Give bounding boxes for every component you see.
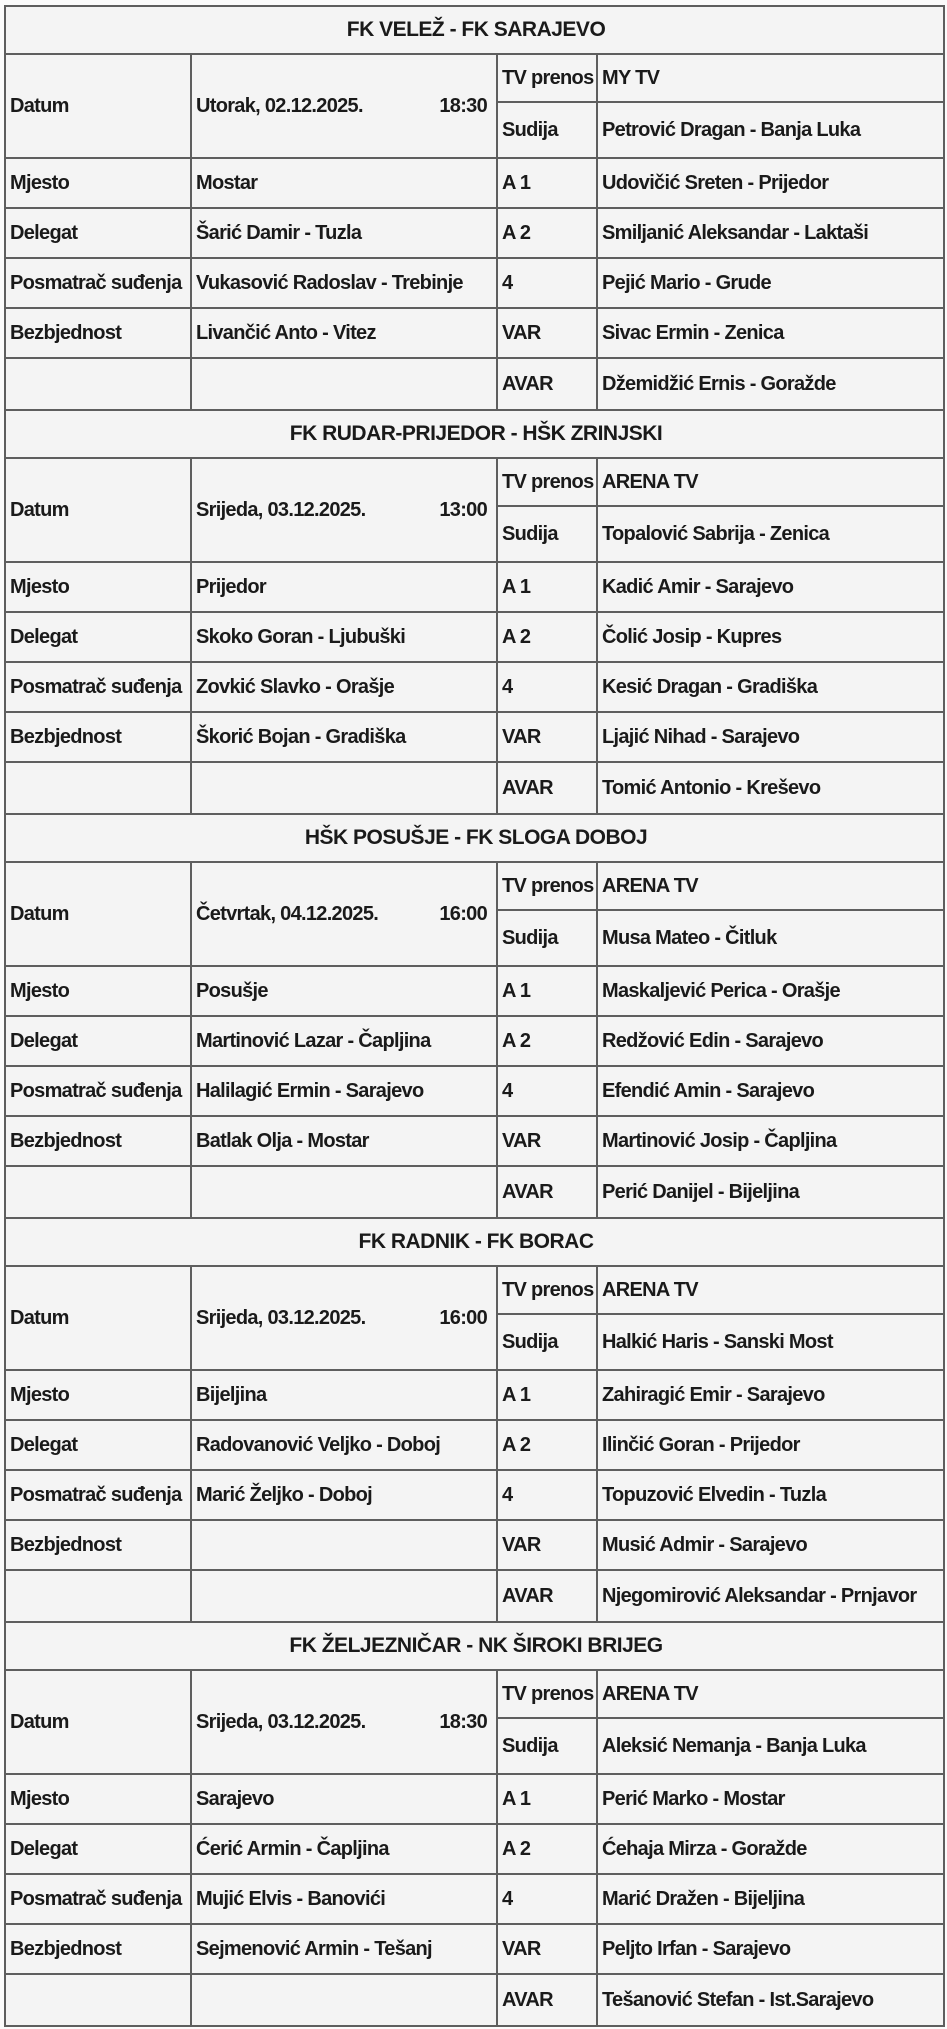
match-date-cell — [191, 1266, 497, 1370]
empty-cell — [5, 1974, 191, 2026]
tv-channel: ARENA TV — [597, 1670, 944, 1718]
row-label-delegat: Delegat — [5, 1420, 191, 1470]
empty-cell — [5, 358, 191, 410]
security-name: Sejmenović Armin - Tešanj — [191, 1924, 497, 1974]
role-label-var: VAR — [497, 1116, 597, 1166]
row-label-posmatrac: Posmatrač suđenja — [5, 662, 191, 712]
row-label-posmatrac: Posmatrač suđenja — [5, 1470, 191, 1520]
avar-official-name: Njegomirović Aleksandar - Prnjavor — [597, 1570, 944, 1622]
role-label-var: VAR — [497, 1924, 597, 1974]
match-title: FK RADNIK - FK BORAC — [5, 1218, 944, 1266]
venue-city: Posušje — [191, 966, 497, 1016]
match-date-cell — [191, 458, 497, 562]
role-label-avar: AVAR — [497, 1974, 597, 2026]
security-name: Batlak Olja - Mostar — [191, 1116, 497, 1166]
role-label-tv-prenos: TV prenos — [497, 862, 597, 910]
role-label-a1: A 1 — [497, 1774, 597, 1824]
fourth-official-name: Pejić Mario - Grude — [597, 258, 944, 308]
row-label-mjesto: Mjesto — [5, 562, 191, 612]
match-time: 18:30 — [439, 1710, 487, 1733]
row-label-bezbjednost: Bezbjednost — [5, 1520, 191, 1570]
row-label-mjesto: Mjesto — [5, 966, 191, 1016]
row-label-delegat: Delegat — [5, 612, 191, 662]
var-official-name: Martinović Josip - Čapljina — [597, 1116, 944, 1166]
match-date: Srijeda, 03.12.2025. — [196, 1710, 366, 1733]
match-title: HŠK POSUŠJE - FK SLOGA DOBOJ — [5, 814, 944, 862]
row-label-posmatrac: Posmatrač suđenja — [5, 258, 191, 308]
role-label-fourth: 4 — [497, 1470, 597, 1520]
role-label-fourth: 4 — [497, 662, 597, 712]
match-date-cell — [191, 862, 497, 966]
row-label-datum: Datum — [5, 1670, 191, 1774]
assistant1-name: Perić Marko - Mostar — [597, 1774, 944, 1824]
tv-channel: ARENA TV — [597, 458, 944, 506]
tv-channel: ARENA TV — [597, 1266, 944, 1314]
role-label-var: VAR — [497, 308, 597, 358]
row-label-delegat: Delegat — [5, 1824, 191, 1874]
role-label-var: VAR — [497, 1520, 597, 1570]
avar-official-name: Džemidžić Ernis - Goražde — [597, 358, 944, 410]
referee-name: Musa Mateo - Čitluk — [597, 910, 944, 966]
delegate-name: Skoko Goran - Ljubuški — [191, 612, 497, 662]
role-label-fourth: 4 — [497, 1066, 597, 1116]
match-date: Četvrtak, 04.12.2025. — [196, 902, 379, 925]
role-label-fourth: 4 — [497, 258, 597, 308]
empty-cell — [191, 1570, 497, 1622]
assistant1-name: Maskaljević Perica - Orašje — [597, 966, 944, 1016]
match-date-cell — [191, 54, 497, 158]
row-label-mjesto: Mjesto — [5, 1774, 191, 1824]
observer-name: Zovkić Slavko - Orašje — [191, 662, 497, 712]
delegate-name: Šarić Damir - Tuzla — [191, 208, 497, 258]
observer-name: Halilagić Ermin - Sarajevo — [191, 1066, 497, 1116]
fourth-official-name: Topuzović Elvedin - Tuzla — [597, 1470, 944, 1520]
var-official-name: Peljto Irfan - Sarajevo — [597, 1924, 944, 1974]
role-label-fourth: 4 — [497, 1874, 597, 1924]
observer-name: Mujić Elvis - Banovići — [191, 1874, 497, 1924]
role-label-a1: A 1 — [497, 1370, 597, 1420]
row-label-delegat: Delegat — [5, 1016, 191, 1066]
role-label-sudija: Sudija — [497, 102, 597, 158]
row-label-bezbjednost: Bezbjednost — [5, 1116, 191, 1166]
fourth-official-name: Marić Dražen - Bijeljina — [597, 1874, 944, 1924]
fixtures-table — [4, 5, 945, 2027]
role-label-tv-prenos: TV prenos — [497, 1266, 597, 1314]
role-label-var: VAR — [497, 712, 597, 762]
security-name: Škorić Bojan - Gradiška — [191, 712, 497, 762]
role-label-sudija: Sudija — [497, 1314, 597, 1370]
role-label-tv-prenos: TV prenos — [497, 54, 597, 102]
delegate-name: Ćerić Armin - Čapljina — [191, 1824, 497, 1874]
role-label-a1: A 1 — [497, 158, 597, 208]
empty-cell — [191, 358, 497, 410]
row-label-datum: Datum — [5, 458, 191, 562]
role-label-a2: A 2 — [497, 1420, 597, 1470]
row-label-posmatrac: Posmatrač suđenja — [5, 1066, 191, 1116]
assistant1-name: Kadić Amir - Sarajevo — [597, 562, 944, 612]
role-label-sudija: Sudija — [497, 1718, 597, 1774]
role-label-a2: A 2 — [497, 1824, 597, 1874]
role-label-tv-prenos: TV prenos — [497, 1670, 597, 1718]
role-label-a2: A 2 — [497, 208, 597, 258]
empty-cell — [5, 762, 191, 814]
role-label-sudija: Sudija — [497, 506, 597, 562]
assistant2-name: Čolić Josip - Kupres — [597, 612, 944, 662]
empty-cell — [5, 1570, 191, 1622]
referee-name: Topalović Sabrija - Zenica — [597, 506, 944, 562]
venue-city: Prijedor — [191, 562, 497, 612]
tv-channel: ARENA TV — [597, 862, 944, 910]
row-label-mjesto: Mjesto — [5, 158, 191, 208]
role-label-avar: AVAR — [497, 1166, 597, 1218]
match-date: Srijeda, 03.12.2025. — [196, 498, 366, 521]
referee-name: Petrović Dragan - Banja Luka — [597, 102, 944, 158]
delegate-name: Radovanović Veljko - Doboj — [191, 1420, 497, 1470]
venue-city: Bijeljina — [191, 1370, 497, 1420]
observer-name: Marić Željko - Doboj — [191, 1470, 497, 1520]
fourth-official-name: Kesić Dragan - Gradiška — [597, 662, 944, 712]
assistant1-name: Udovičić Sreten - Prijedor — [597, 158, 944, 208]
match-time: 13:00 — [439, 498, 487, 521]
assistant2-name: Ilinčić Goran - Prijedor — [597, 1420, 944, 1470]
role-label-avar: AVAR — [497, 762, 597, 814]
row-label-datum: Datum — [5, 862, 191, 966]
row-label-bezbjednost: Bezbjednost — [5, 308, 191, 358]
role-label-a1: A 1 — [497, 562, 597, 612]
role-label-a1: A 1 — [497, 966, 597, 1016]
empty-cell — [191, 1166, 497, 1218]
assistant1-name: Zahiragić Emir - Sarajevo — [597, 1370, 944, 1420]
assistant2-name: Redžović Edin - Sarajevo — [597, 1016, 944, 1066]
role-label-tv-prenos: TV prenos — [497, 458, 597, 506]
avar-official-name: Tešanović Stefan - Ist.Sarajevo — [597, 1974, 944, 2026]
match-date-cell — [191, 1670, 497, 1774]
assistant2-name: Smiljanić Aleksandar - Laktaši — [597, 208, 944, 258]
role-label-avar: AVAR — [497, 358, 597, 410]
match-date: Srijeda, 03.12.2025. — [196, 1306, 366, 1329]
row-label-posmatrac: Posmatrač suđenja — [5, 1874, 191, 1924]
role-label-a2: A 2 — [497, 1016, 597, 1066]
row-label-bezbjednost: Bezbjednost — [5, 712, 191, 762]
referee-name: Aleksić Nemanja - Banja Luka — [597, 1718, 944, 1774]
var-official-name: Sivac Ermin - Zenica — [597, 308, 944, 358]
tv-channel: MY TV — [597, 54, 944, 102]
var-official-name: Ljajić Nihad - Sarajevo — [597, 712, 944, 762]
observer-name: Vukasović Radoslav - Trebinje — [191, 258, 497, 308]
row-label-datum: Datum — [5, 54, 191, 158]
row-label-bezbjednost: Bezbjednost — [5, 1924, 191, 1974]
match-time: 16:00 — [439, 1306, 487, 1329]
row-label-mjesto: Mjesto — [5, 1370, 191, 1420]
match-title: FK ŽELJEZNIČAR - NK ŠIROKI BRIJEG — [5, 1622, 944, 1670]
referee-name: Halkić Haris - Sanski Most — [597, 1314, 944, 1370]
var-official-name: Musić Admir - Sarajevo — [597, 1520, 944, 1570]
assistant2-name: Ćehaja Mirza - Goražde — [597, 1824, 944, 1874]
empty-cell — [5, 1166, 191, 1218]
row-label-datum: Datum — [5, 1266, 191, 1370]
delegate-name: Martinović Lazar - Čapljina — [191, 1016, 497, 1066]
security-name: Livančić Anto - Vitez — [191, 308, 497, 358]
match-title: FK RUDAR-PRIJEDOR - HŠK ZRINJSKI — [5, 410, 944, 458]
match-time: 18:30 — [439, 94, 487, 117]
match-title: FK VELEŽ - FK SARAJEVO — [5, 6, 944, 54]
row-label-delegat: Delegat — [5, 208, 191, 258]
avar-official-name: Tomić Antonio - Kreševo — [597, 762, 944, 814]
empty-cell — [191, 762, 497, 814]
role-label-a2: A 2 — [497, 612, 597, 662]
security-name — [191, 1520, 497, 1570]
match-date: Utorak, 02.12.2025. — [196, 94, 363, 117]
avar-official-name: Perić Danijel - Bijeljina — [597, 1166, 944, 1218]
role-label-sudija: Sudija — [497, 910, 597, 966]
role-label-avar: AVAR — [497, 1570, 597, 1622]
match-time: 16:00 — [439, 902, 487, 925]
fourth-official-name: Efendić Amin - Sarajevo — [597, 1066, 944, 1116]
fixtures-table-wrap — [4, 5, 943, 2027]
empty-cell — [191, 1974, 497, 2026]
venue-city: Sarajevo — [191, 1774, 497, 1824]
venue-city: Mostar — [191, 158, 497, 208]
